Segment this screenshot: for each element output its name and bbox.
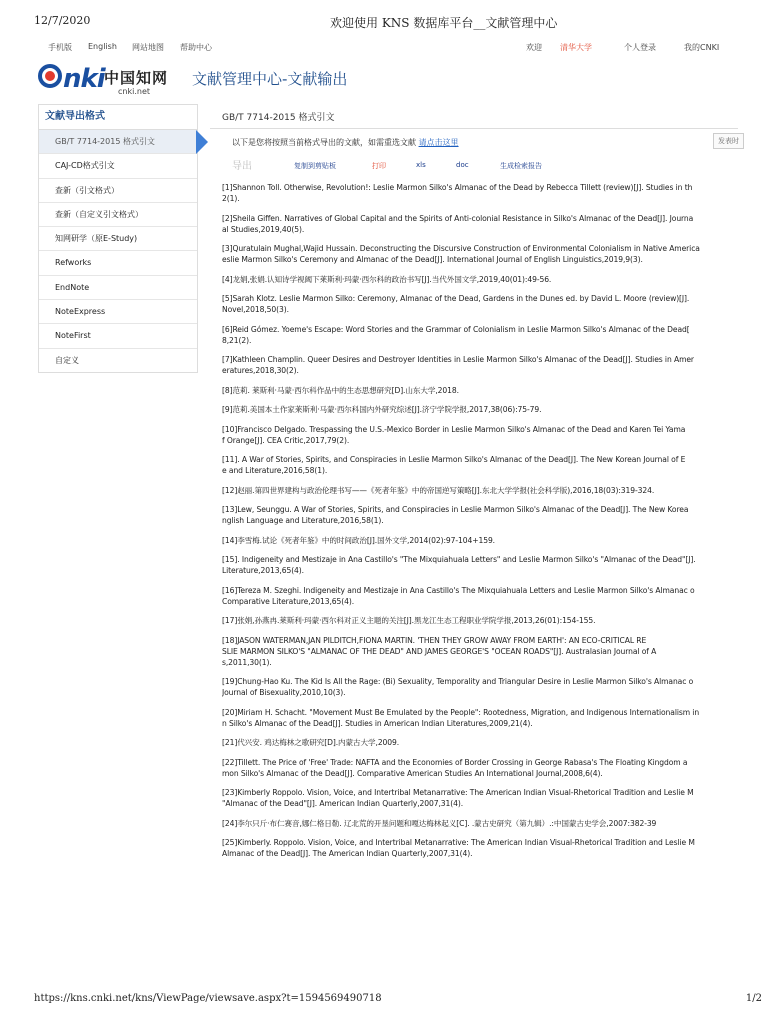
print-page-number: 1/2 [745, 993, 762, 1004]
active-item-arrow-icon [196, 130, 208, 154]
reference-item [222, 635, 738, 668]
my-cnki-link[interactable]: 我的CNKI [684, 43, 720, 52]
reference-line: [5]Sarah Klotz. Leslie Marmon Silko: Ceremony, Almanac of the Dead, Gardens in the Dunes ed. by David L. Moore (review)[J]. [222, 294, 690, 303]
cnki-logo-domain: cnki.net [118, 87, 150, 96]
reference-item [222, 182, 738, 204]
notice-text: 以下是您将按照当前格式导出的文献，如需重选文献 [232, 138, 416, 147]
sidebar-title: 文献导出格式 [39, 105, 197, 130]
reference-line: [1]Shannon Toll. Otherwise, Revolution!: Leslie Marmon Silko's Almanac of the Dead by Rebecca Tillett (review)[J]. Studies in th [222, 183, 693, 192]
reference-item [222, 485, 738, 496]
reference-line: [23]Kimberly Roppolo. Vision, Voice, and Intertribal Metanarrative: The American Indian Visual-Rhetorical Tradition and Leslie M [222, 788, 694, 797]
reference-item [222, 385, 738, 396]
main-panel [210, 104, 738, 175]
sidebar-item-novelty-citation[interactable]: 查新（引文格式） [39, 179, 197, 203]
reference-line: Journal of Bisexuality,2010,10(3). [222, 688, 346, 697]
export-label: 导出 [232, 161, 252, 172]
reference-line: 2(1). [222, 194, 240, 203]
reference-line: [21]代兴安. 鸡达梅林之歌研究[D].内蒙古大学,2009. [222, 738, 400, 747]
top-navigation [38, 38, 738, 58]
reference-line: SLIE MARMON SILKO'S "ALMANAC OF THE DEAD" AND JAMES GEORGE'S "OCEAN ROADS"[J]. Australasian Journal of A [222, 646, 657, 656]
reference-line: [15]. Indigeneity and Mestizaje in Ana Castillo's "The Mixquiahuala Letters" and Leslie Marmon Silko's "Almanac of the Dead"[J]. [222, 555, 696, 564]
reference-item [222, 554, 738, 576]
reference-line: eratures,2018,30(2). [222, 366, 299, 375]
reference-line: mon Silko's Almanac of the Dead[J]. Comparative American Studies An International Journal,2008,6(4). [222, 768, 603, 778]
reference-line: al Studies,2019,40(5). [222, 224, 305, 234]
print-url: https://kns.cnki.net/kns/ViewPage/viewsave.aspx?t=1594569490718 [34, 993, 382, 1004]
sidebar-item-custom[interactable]: 自定义 [55, 355, 79, 365]
reference-line: [11]. A War of Stories, Spirits, and Conspiracies in Leslie Marmon Silko's Almanac of the Dead[J]. The New Korean Journal of E [222, 455, 686, 464]
reselect-link[interactable]: 请点击这里 [418, 138, 459, 147]
reference-list [222, 182, 738, 868]
welcome-text: 欢迎 [526, 43, 542, 52]
cnki-logo-mark: nki [38, 64, 105, 94]
reference-item [222, 837, 738, 859]
reference-line: [25]Kimberly. Roppolo. Vision, Voice, and Intertribal Metanarrative: The American Indian Visual-Rhetorical Tradition and Leslie M [222, 838, 695, 847]
reference-line: nglish Language and Literature,2016,58(1). [222, 516, 384, 525]
sidebar-item-refworks[interactable]: Refworks [39, 251, 197, 275]
reference-line: Almanac of the Dead[J]. The American Indian Quarterly,2007,31(4). [222, 849, 473, 858]
reference-item [222, 676, 738, 698]
format-title: GB/T 7714-2015 格式引文 [222, 113, 335, 123]
sidebar-item-gbt7714[interactable]: GB/T 7714-2015 格式引文 [39, 130, 197, 154]
mobile-link[interactable]: 手机版 [48, 43, 72, 52]
reference-item [222, 424, 738, 446]
reference-line: [20]Miriam H. Schacht. "Movement Must Be Emulated by the People": Rootedness, Migration, and Indigenous Internationalism in [222, 707, 700, 717]
reference-item [222, 243, 738, 265]
reference-line: [7]Kathleen Champlin. Queer Desires and Destroyer Identities in Leslie Marmon Silko's Almanac of the Dead[J]. Studies in Amer [222, 355, 694, 364]
sort-by-publish-time-button[interactable]: 发表时 [713, 133, 744, 149]
reference-line: [14]李雪梅.试论《死者年鉴》中的时间政治[J].国外文学,2014(02):97-104+159. [222, 535, 496, 545]
reference-line: [2]Sheila Giffen. Narratives of Global Capital and the Spirits of Anti-colonial Resistance in Silko's Almanac of the Dead[J]. Journa [222, 213, 694, 223]
cnki-logo-chinese: 中国知网 [104, 69, 169, 87]
reference-line: 8,21(2). [222, 335, 252, 345]
print-page-title: 欢迎使用 KNS 数据库平台__文献管理中心 [330, 16, 558, 30]
print-button[interactable]: 打印 [372, 162, 386, 170]
reference-line: [19]Chung-Hao Ku. The Kid Is All the Rage: (Bi) Sexuality, Temporality and Triangular Desire in Leslie Marmon Silko's Almanac o [222, 677, 694, 686]
reference-line: [12]赵丽.第四世界建构与政治伦理书写——《死者年鉴》中的帝国逆写策略[J].东北大学学报(社会科学版),2016,18(03):319-324. [222, 485, 655, 495]
reference-line: eslie Marmon Silko's Ceremony and Almanac of the Dead[J]. International Journal of English Linguistics,2019,9(3). [222, 255, 643, 264]
reference-line: [4]龙娟,张娟.认知诗学视阈下莱斯利·玛蒙·西尔科的政治书写[J].当代外国文学,2019,40(01):49-56. [222, 274, 552, 284]
english-link[interactable]: English [88, 42, 117, 51]
export-format-sidebar [38, 104, 198, 373]
reference-line: [6]Reid Gómez. Yoeme's Escape: Word Stories and the Grammar of Colonialism in Leslie Marmon Silko's Almanac of the Dead[ [222, 324, 690, 334]
header-logo-row [38, 62, 738, 102]
reference-line: [16]Tereza M. Szeghi. Indigeneity and Mestizaje in Ana Castillo's The Mixquiahuala Letters and Leslie Marmon Silko's Almanac o [222, 585, 695, 595]
sidebar-item-novelty-custom[interactable]: 查新（自定义引文格式） [39, 203, 197, 227]
reference-line: [8]范莉. 莱斯利·马蒙·西尔科作品中的生态思想研究[D].山东大学,2018. [222, 385, 459, 395]
reference-item [222, 615, 738, 626]
help-center-link[interactable]: 帮助中心 [180, 43, 212, 52]
reference-line: [3]Quratulain Mughal,Wajid Hussain. Deconstructing the Discursive Construction of Environmental Colonialism in Native America [222, 244, 700, 253]
reference-item [222, 535, 738, 546]
reference-line: Literature,2013,65(4). [222, 566, 304, 575]
reference-line: s,2011,30(1). [222, 657, 272, 667]
reference-line: n Silko's Almanac of the Dead[J]. Studies in American Indian Literatures,2009,21(4). [222, 718, 533, 728]
sidebar-item-caj-cd[interactable]: CAJ-CD格式引文 [39, 154, 197, 178]
cnki-logo[interactable] [38, 64, 170, 98]
reference-item [222, 818, 738, 829]
generate-report-button[interactable]: 生成检索报告 [500, 162, 542, 170]
sidebar-item-endnote[interactable]: EndNote [39, 276, 197, 300]
copy-to-clipboard-button[interactable]: 复制到剪贴板 [294, 162, 336, 170]
reference-item [222, 585, 738, 607]
reference-item [222, 404, 738, 415]
reference-line: [9]范莉.美国本土作家莱斯利·马蒙·西尔科国内外研究综述[J].济宁学院学报,2017,38(06):75-79. [222, 405, 542, 414]
reference-item [222, 213, 738, 235]
reference-line: f Orange[J]. CEA Critic,2017,79(2). [222, 435, 350, 445]
reference-item [222, 707, 738, 729]
reference-line: e and Literature,2016,58(1). [222, 466, 328, 475]
reference-item [222, 293, 738, 315]
institution-link[interactable]: 清华大学 [560, 43, 592, 52]
reference-line: [10]Francisco Delgado. Trespassing the U.S.-Mexico Border in Leslie Marmon Silko's Almanac of the Dead and Karen Tei Yama [222, 424, 686, 434]
reference-line: [22]Tillett. The Price of 'Free' Trade: NAFTA and the Economies of Border Crossing in George Rabasa's The Floating Kingdom a [222, 757, 688, 767]
reference-line: Comparative Literature,2013,65(4). [222, 596, 355, 606]
sidebar-item-notefirst[interactable]: NoteFirst [39, 324, 197, 348]
reference-item [222, 274, 738, 285]
reselect-notice [210, 129, 738, 153]
reference-item [222, 354, 738, 376]
sidebar-item-e-study[interactable]: 知网研学（原E-Study) [39, 227, 197, 251]
sidebar-item-noteexpress[interactable]: NoteExpress [39, 300, 197, 324]
reference-line: [17]张娟,孙燕冉.莱斯利·玛蒙·西尔科对正义主题的关注[J].黑龙江生态工程职业学院学报,2013,26(01):154-155. [222, 616, 596, 625]
print-date: 12/7/2020 [34, 14, 91, 27]
export-doc-button[interactable]: doc [456, 161, 469, 169]
reference-item [222, 324, 738, 346]
reference-item [222, 454, 738, 476]
reference-item [222, 757, 738, 779]
reference-line: [24]李尔只斤·布仁赛音,娜仁格日勒. 辽北荒的开垦问题和嘎达梅林起义[C]. .蒙古史研究（第九辑）.:中国蒙古史学会,2007:382-39 [222, 818, 657, 828]
reference-item [222, 737, 738, 748]
reference-line: Novel,2018,50(3). [222, 305, 289, 314]
personal-login-link[interactable]: 个人登录 [624, 43, 656, 52]
reference-line: "Almanac of the Dead"[J]. American Indian Quarterly,2007,31(4). [222, 799, 464, 808]
reference-line: [18]JASON WATERMAN,JAN PILDITCH,FIONA MARTIN. 'THEN THEY GROW AWAY FROM EARTH': AN ECO-CRITICAL RE [222, 635, 647, 645]
export-toolbar [210, 157, 738, 175]
reference-line: [13]Lew, Seunggu. A War of Stories, Spirits, and Conspiracies in Leslie Marmon Silko's Almanac of the Dead[J]. The New Korea [222, 505, 689, 514]
reference-item [222, 787, 738, 809]
export-xls-button[interactable]: xls [416, 161, 426, 169]
page-heading: 文献管理中心-文献输出 [192, 70, 348, 88]
reference-item [222, 504, 738, 526]
sitemap-link[interactable]: 网站地图 [132, 43, 164, 52]
